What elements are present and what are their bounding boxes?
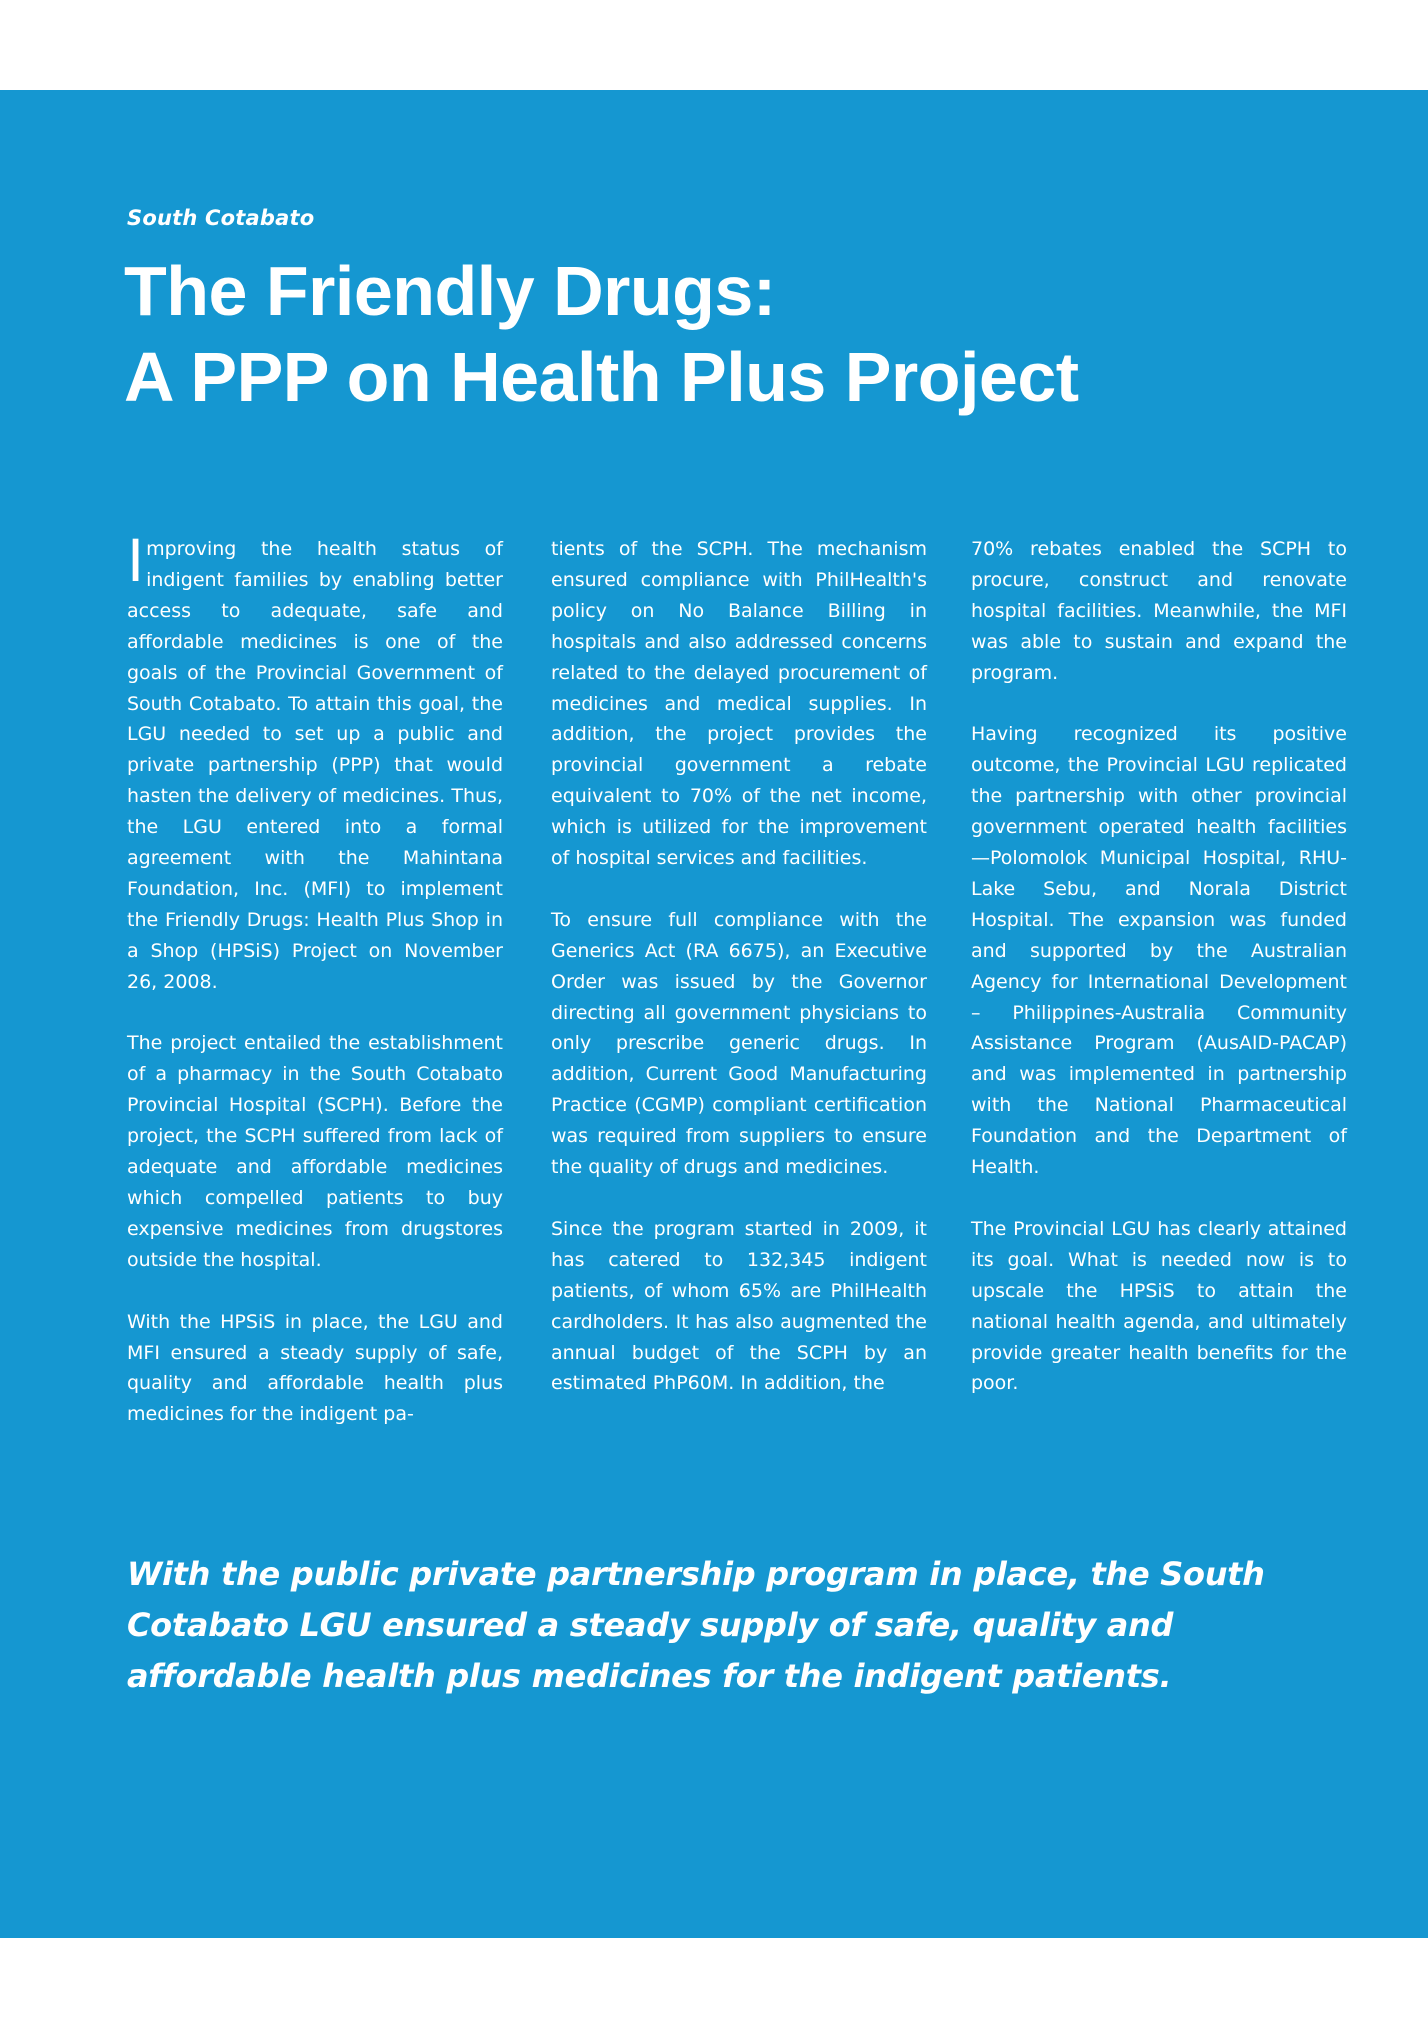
paragraph-3-end: tients of the SCPH. The mechanism ensured compliance with PhilHealth's policy on No Balance Billing in hospitals and also addressed concerns related to the delayed procurement of medicines and medical supplies. In addition, the project provides the provincial government a rebate equivalent to 70% of the net income, which is utilized for the improvement of hospital services and facilities. — [551, 538, 927, 870]
drop-cap: I — [127, 527, 145, 595]
paragraph-1-text: mproving the health status of indigent families by enabling better access to adequate, safe and affordable medicines is one of the goals of the Provincial Government of South Cotabato. To attain this goal, the LGU needed to set up a public and private partnership (PPP) that would hasten the delivery of medicines. Thus, the LGU entered into a formal agreement with the Mahintana Foundation, Inc. (MFI) to implement the Friendly Drugs: Health Plus Shop in a Shop (HPSiS) Project on November 26, 2008. — [127, 538, 503, 993]
paragraph-5-start: Since the program started in 2009, it has catered to 132,345 indigent patients, of whom 65% are PhilHealth cardholders. It has also augmented the annual budget of the SCPH by an estimated PhP60M. In addition, the — [551, 1217, 927, 1395]
column-1 — [127, 527, 503, 1461]
paragraph-5-end: 70% rebates enabled the SCPH to procure, construct and renovate hospital facilities. Meanwhile, the MFI was able to sustain and expand the program. — [971, 538, 1347, 684]
column-3 — [971, 534, 1347, 1430]
paragraph-3-start: With the HPSiS in place, the LGU and MFI ensured a steady supply of safe, quality and affordable health plus medicines for the indigent pa- — [127, 1310, 503, 1426]
article-panel — [0, 90, 1428, 1938]
paragraph-4: To ensure full compliance with the Generics Act (RA 6675), an Executive Order was issued by the Governor directing all government physicians to only prescribe generic drugs. In addition, Current Good Manufacturing Practice (CGMP) compliant certification was required from suppliers to ensure the quality of drugs and medicines. — [551, 908, 927, 1179]
title-line-1: The Friendly Drugs: — [124, 252, 776, 330]
paragraph-1 — [127, 527, 503, 998]
paragraph-2: The project entailed the establishment of a pharmacy in the South Cotabato Provincial Hospital (SCPH). Before the project, the SCPH suffered from lack of adequate and affordable medicines which compelled patients to buy expensive medicines from drugstores outside the hospital. — [127, 1032, 503, 1271]
column-2 — [551, 534, 927, 1430]
paragraph-6: Having recognized its positive outcome, the Provincial LGU replicated the partnership with other provincial government operated health facilities—Polomolok Municipal Hospital, RHU-Lake Sebu, and Norala District Hospital. The expansion was funded and supported by the Australian Agency for International Development – Philippines-Australia Community Assistance Program (AusAID-PACAP) and was implemented in partnership with the National Pharmaceutical Foundation and the Department of Health. — [971, 723, 1347, 1179]
pull-quote: With the public private partnership program in place, the South Cotabato LGU ensured a steady supply of safe, quality and affordable health plus medicines for the indigent patients. — [127, 1555, 1265, 1695]
page-title — [124, 248, 1079, 420]
paragraph-7: The Provincial LGU has clearly attained its goal. What is needed now is to upscale the HPSiS to attain the national health agenda, and ultimately provide greater health benefits for the poor. — [971, 1217, 1347, 1395]
title-line-2: A PPP on Health Plus Project — [124, 338, 1079, 416]
section-kicker: South Cotabato — [127, 206, 315, 230]
